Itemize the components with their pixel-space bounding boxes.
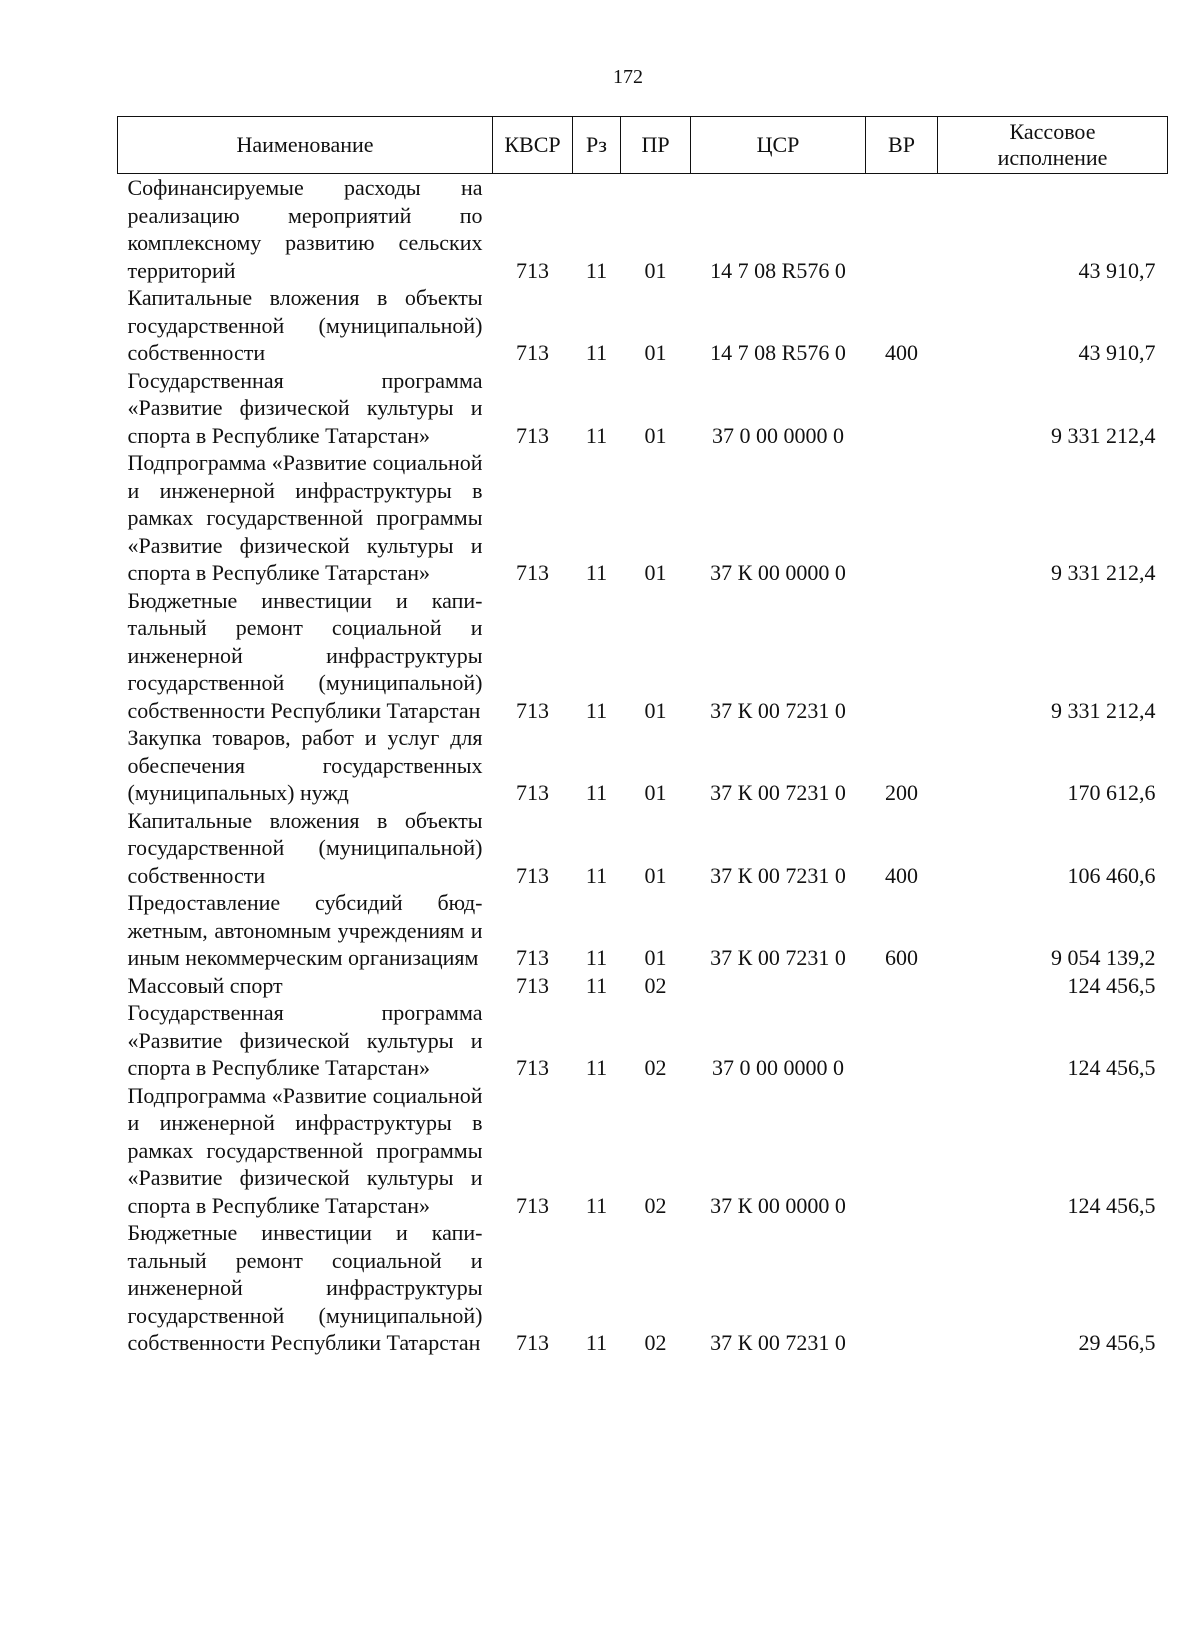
cell-amount: 43 910,7 [1078, 340, 1156, 365]
cell-pr: 02 [644, 972, 667, 998]
header-pr: ПР [621, 117, 691, 174]
header-csr: ЦСР [691, 117, 866, 174]
cell-vr: 600 [885, 945, 918, 970]
table-row [118, 724, 1168, 807]
page-number: 172 [613, 66, 643, 88]
table-header-row [118, 117, 1168, 174]
cell-pr: 01 [644, 257, 667, 283]
cell-name: Массовый спорт [127, 972, 283, 998]
cell-vr [866, 1082, 938, 1220]
cell-csr: 37 0 00 0000 0 [712, 422, 844, 448]
table-row [118, 449, 1168, 587]
cell-vr: 200 [885, 780, 918, 805]
cell-vr [866, 367, 938, 450]
cell-rz: 11 [585, 697, 608, 723]
table-row [118, 174, 1168, 285]
cell-vr: 400 [885, 340, 918, 365]
cell-rz: 11 [585, 1192, 608, 1218]
cell-csr [691, 972, 866, 1000]
cell-vr [866, 972, 938, 1000]
cell-kvsr: 713 [516, 257, 549, 283]
cell-name: Подпрограмма «Развитие социальной и инженерной инфраструктуры в рамках государственной программы «Развитие физической культуры и спорта в Республике Татарстан» [127, 1082, 483, 1218]
cell-pr: 02 [644, 1055, 667, 1080]
table-body [118, 174, 1168, 1357]
table-row [118, 999, 1168, 1082]
cell-kvsr: 713 [516, 780, 549, 805]
cell-pr: 01 [644, 862, 667, 888]
cell-pr: 01 [644, 945, 667, 970]
cell-csr: 37 К 00 0000 0 [710, 1192, 846, 1218]
cell-rz: 11 [585, 340, 608, 365]
header-vr: ВР [866, 117, 938, 174]
table-row [118, 367, 1168, 450]
cell-kvsr: 713 [516, 1055, 549, 1080]
cell-kvsr: 713 [516, 945, 549, 970]
cell-name: Закупка товаров, работ и услуг для обеспечения государственных (муниципальных) нужд [127, 725, 483, 805]
cell-csr: 14 7 08 R576 0 [710, 257, 846, 283]
cell-amount: 9 331 212,4 [1051, 560, 1156, 585]
cell-csr: 37 К 00 7231 0 [710, 1330, 846, 1355]
header-name: Наименование [118, 117, 493, 174]
header-amount-line1: Кассовое [1009, 119, 1096, 144]
cell-name: Государственная программа «Развитие физической культуры и спорта в Республике Татарстан» [127, 367, 483, 448]
cell-pr: 02 [644, 1330, 667, 1355]
cell-pr: 02 [644, 1192, 667, 1218]
header-rz: Рз [573, 117, 621, 174]
table-row [118, 972, 1168, 1000]
cell-rz: 11 [585, 257, 608, 283]
cell-rz: 11 [585, 560, 608, 585]
cell-vr [866, 999, 938, 1082]
cell-name: Подпрограмма «Развитие социальной и инженерной инфраструктуры в рамках государственной программы «Развитие физической культуры и спорта в Республике Татарстан» [127, 450, 483, 585]
cell-vr: 400 [885, 862, 918, 888]
cell-rz: 11 [585, 972, 608, 998]
cell-kvsr: 713 [516, 340, 549, 365]
table-row [118, 1082, 1168, 1220]
cell-amount: 9 054 139,2 [1051, 945, 1156, 970]
cell-kvsr: 713 [516, 422, 549, 448]
cell-rz: 11 [585, 1330, 608, 1355]
cell-pr: 01 [644, 780, 667, 805]
cell-kvsr: 713 [516, 697, 549, 723]
cell-amount: 29 456,5 [1078, 1330, 1156, 1355]
cell-name: Софинансируемые расходы на реализацию мероприятий по комплексному развитию сельских территорий [127, 175, 483, 283]
cell-rz: 11 [585, 945, 608, 970]
cell-amount: 124 456,5 [1067, 1055, 1156, 1080]
cell-amount: 106 460,6 [1067, 862, 1156, 888]
cell-kvsr: 713 [516, 862, 549, 888]
cell-amount: 9 331 212,4 [1051, 422, 1156, 448]
cell-rz: 11 [585, 422, 608, 448]
cell-amount: 170 612,6 [1067, 780, 1156, 805]
cell-kvsr: 713 [516, 972, 549, 998]
cell-kvsr: 713 [516, 1330, 549, 1355]
cell-amount: 9 331 212,4 [1051, 697, 1156, 723]
table-row [118, 889, 1168, 972]
cell-csr: 37 К 00 7231 0 [710, 780, 846, 805]
cell-csr: 37 К 00 0000 0 [710, 560, 846, 585]
cell-csr: 37 0 00 0000 0 [712, 1055, 844, 1080]
table-row [118, 807, 1168, 890]
cell-name: Капитальные вложения в объекты государственной (муниципальной) собственности [127, 807, 483, 888]
cell-name: Государственная программа «Развитие физической культуры и спорта в Республике Татарстан» [127, 1000, 483, 1080]
cell-pr: 01 [644, 422, 667, 448]
cell-pr: 01 [644, 697, 667, 723]
budget-execution-table [117, 116, 1168, 1357]
header-kvsr: КВСР [493, 117, 573, 174]
cell-vr [866, 1219, 938, 1357]
cell-kvsr: 713 [516, 1192, 549, 1218]
table-row [118, 284, 1168, 367]
cell-rz: 11 [585, 780, 608, 805]
cell-name: Бюджетные инвестиции и капитальный ремонт социальной и инженерной инфраструктуры государственной (муниципальной) собственности Республики Татарстан [127, 587, 483, 723]
cell-amount: 124 456,5 [1067, 972, 1156, 998]
cell-csr: 14 7 08 R576 0 [710, 340, 846, 365]
cell-pr: 01 [644, 340, 667, 365]
cell-vr [866, 174, 938, 285]
cell-pr: 01 [644, 560, 667, 585]
cell-csr: 37 К 00 7231 0 [710, 945, 846, 970]
table-row [118, 587, 1168, 725]
cell-name: Предоставление субсидий бюджетным, автономным учреждениям и иным некоммерческим организациям [127, 890, 483, 970]
cell-rz: 11 [585, 862, 608, 888]
header-amount-line2: исполнение [997, 145, 1108, 170]
cell-csr: 37 К 00 7231 0 [710, 862, 846, 888]
header-amount [938, 117, 1168, 174]
cell-name: Капитальные вложения в объекты государственной (муниципальной) собственности [127, 285, 483, 365]
cell-name: Бюджетные инвестиции и капитальный ремонт социальной и инженерной инфраструктуры государственной (муниципальной) собственности Республики Татарстан [127, 1220, 483, 1355]
table-row [118, 1219, 1168, 1357]
cell-csr: 37 К 00 7231 0 [710, 697, 846, 723]
cell-vr [866, 449, 938, 587]
cell-amount: 124 456,5 [1067, 1192, 1156, 1218]
cell-rz: 11 [585, 1055, 608, 1080]
cell-vr [866, 587, 938, 725]
cell-kvsr: 713 [516, 560, 549, 585]
cell-amount: 43 910,7 [1078, 257, 1156, 283]
